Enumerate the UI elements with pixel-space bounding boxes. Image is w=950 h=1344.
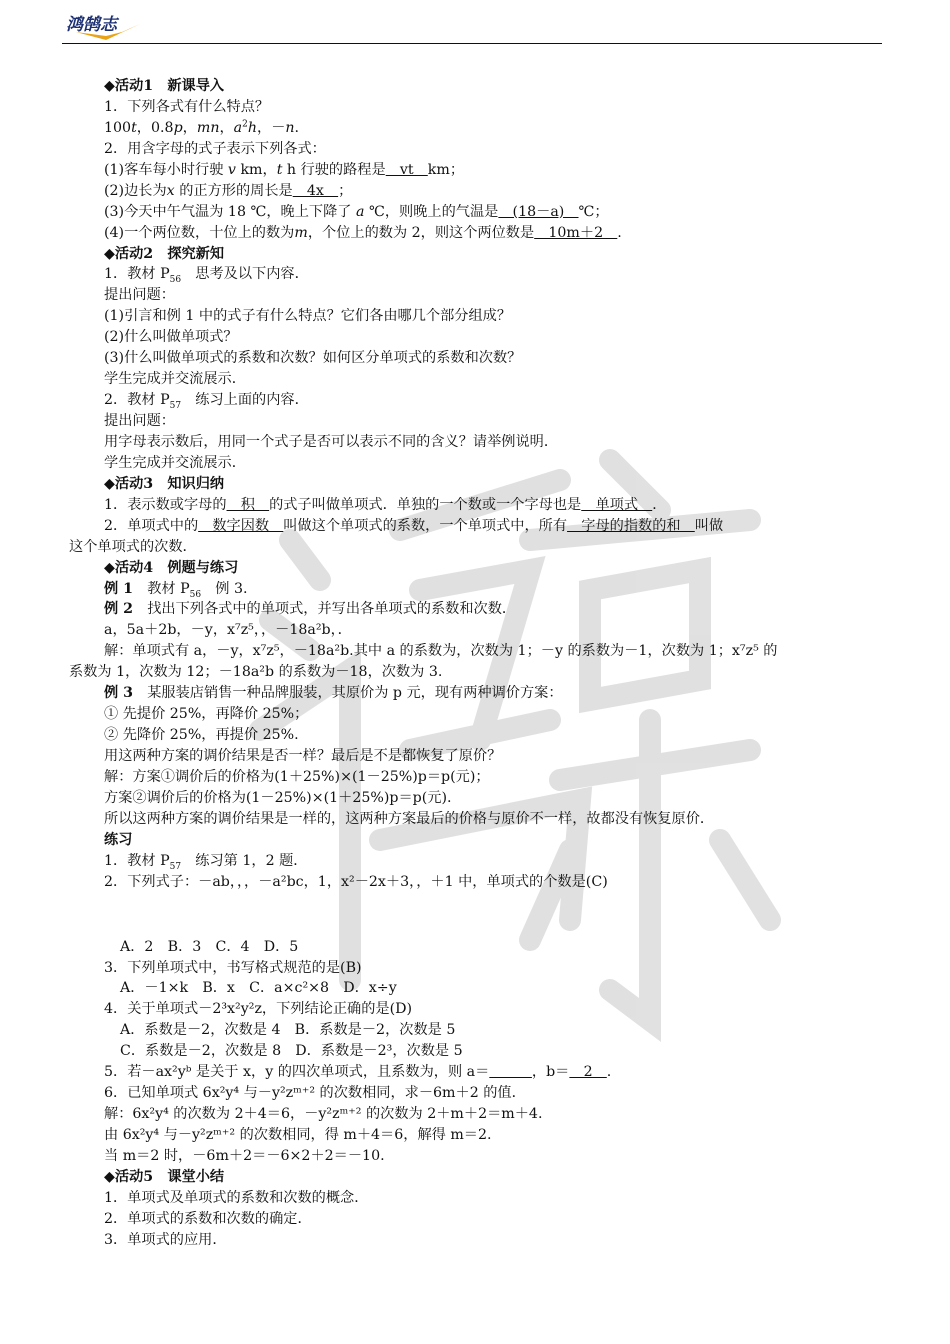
a1-q2-1: (1)客车每小时行驶 v km，t h 行驶的路程是 vt km； [104,161,465,178]
a5-line3: 3．单项式的应用． [104,1231,227,1248]
spacer [104,893,884,937]
a4-example3-question: 用这两种方案的调价结果是否一样？最后是不是都恢复了原价？ [104,748,502,764]
answer-blank: 4x [292,182,339,199]
practice-4-options-cd: C．系数是－2，次数是 8 D．系数是－2³，次数是 5 [120,1043,463,1060]
answer-blank: 字母的指数的和 [567,517,695,534]
a4-example3: 例 3 某服装店销售一种品牌服装，其原价为 p 元，现有两种调价方案： [104,685,563,702]
a3-line2: 2．单项式中的 数字因数 叫做这个单项式的系数，一个单项式中，所有 字母的指数的和 叫做 [104,517,724,534]
logo-text: 鸿鹄志 [66,15,117,35]
practice-4-options-ab: A．系数是－2，次数是 4 B．系数是－2，次数是 5 [120,1022,456,1039]
a2-line7: 2．教材 $P_{57}$ 练习上面的内容． [104,392,309,411]
a4-example2-exprs: a，5a＋2b，－y，x⁷z⁵，，－18a²b，． [104,622,352,639]
a2-line5: (3)什么叫做单项式的系数和次数？如何区分单项式的系数和次数？ [104,350,522,367]
activity1-heading: ◆活动1 新课导入 [104,78,225,94]
answer-blank: 10m＋2 [534,224,618,241]
practice-2: 2．下列式子：－ab，，，－a²bc，1，x²－2x＋3，，＋1 中，单项式的个数是(C) [104,873,608,890]
a2-line2: 提出问题： [104,287,175,304]
a2-line9: 用字母表示数后，用同一个式子是否可以表示不同的含义？请举例说明． [104,433,559,450]
practice-6-sol2: 由 6x²y⁴ 与－y²zᵐ⁺² 的次数相同，得 m＋4＝6，解得 m＝2. [104,1127,492,1143]
a4-example3-sol1: 解：方案①调价后的价格为(1＋25%)×(1－25%)p＝p(元)； [104,768,490,785]
answer-blank: 单项式 [581,496,653,513]
a5-line2: 2．单项式的系数和次数的确定． [104,1210,312,1227]
a1-q2-2: (2)边长为x 的正方形的周长是 4x ； [104,182,353,199]
practice-5: 5．若－ax²yᵇ 是关于 x，y 的四次单项式，且系数为，则 a＝ ，b＝ 2 . [104,1064,612,1081]
answer-blank: 积 [226,496,270,513]
a3-line3: 这个单项式的次数． [69,538,197,555]
a4-example3-opt1: ① 先提价 25%，再降价 25%； [104,706,309,723]
answer-blank: vt [385,161,428,178]
a4-example2-sol1: 解：单项式有 a，－y，x⁷z⁵，－18a²b.其中 a 的系数为，次数为 1；－y 的系数为－1，次数为 1；x⁷z⁵ 的 [104,643,778,660]
a4-example3-opt2: ② 先降价 25%，再提价 25%. [104,727,299,744]
activity2-heading: ◆活动2 探究新知 [104,245,225,262]
activity4-heading: ◆活动4 例题与练习 [104,559,239,576]
activity3-heading: ◆活动3 知识归纳 [104,475,225,492]
a2-line6: 学生完成并交流展示． [104,371,246,388]
a4-example2-sol2: 系数为 1，次数为 12；－18a²b 的系数为－18，次数为 3. [69,664,443,681]
practice-6: 6．已知单项式 6x²y⁴ 与－y²zᵐ⁺² 的次数相同，求－6m＋2 的值． [104,1085,526,1102]
practice-4: 4．关于单项式－2³x²y²z，下列结论正确的是(D) [104,1001,413,1018]
document-body [69,76,884,1251]
a4-example3-sol2: 方案②调价后的价格为(1－25%)×(1＋25%)p＝p(元). [104,789,452,806]
a2-line4: (2)什么叫做单项式？ [104,329,238,346]
a2-line1: 1．教材 $P_{56}$ 思考及以下内容． [104,266,309,286]
a4-example3-sol3: 所以这两种方案的调价结果是一样的，这两种方案最后的价格与原价不一样，故都没有恢复原价． [104,810,715,827]
practice-heading: 练习 [104,831,133,848]
activity5-heading: ◆活动5 课堂小结 [104,1168,225,1185]
a3-line1: 1．表示数或字母的 积 的式子叫做单项式．单独的一个数或一个字母也是 单项式 ． [104,496,667,513]
answer-blank: 2 [569,1064,607,1081]
a1-q2-4: (4)一个两位数，十位上的数为m，个位上的数为 2，则这个两位数是 10m＋2 . [104,224,622,241]
answer-blank: (18－a) [498,203,579,220]
answer-blank [489,1064,532,1080]
a4-example2: 例 2 找出下列各式中的单项式，并写出各单项式的系数和次数． [104,601,517,618]
a1-q1-expressions: 100t，0.8p，mn，$a^2h$，－n. [104,119,300,136]
practice-6-sol3: 当 m＝2 时，－6m＋2＝－6×2＋2＝－10. [104,1147,385,1164]
logo [62,10,152,44]
practice-3-options: A．－1×k B．x C．a×c²×8 D．x÷y [120,980,397,997]
a2-line3: (1)引言和例 1 中的式子有什么特点？它们各由哪几个部分组成？ [104,308,512,325]
a1-q1: 1．下列各式有什么特点？ [104,98,270,115]
a4-example1: 例 1 教材 $P_{56}$ 例 3. [104,580,248,600]
a1-q2-3: (3)今天中午气温为 18 ℃，晚上下降了 a ℃，则晚上的气温是 (18－a) ℃； [104,203,609,220]
a1-q2: 2．用含字母的式子表示下列各式： [104,140,326,157]
practice-3: 3．下列单项式中，书写格式规范的是(B) [104,959,362,976]
practice-1: 1．教材 $P_{57}$ 练习第 1，2 题． [104,852,308,872]
practice-2-options: A．2 B．3 C．4 D．5 [120,938,299,955]
practice-6-sol1: 解：6x²y⁴ 的次数为 2＋4＝6，－y²zᵐ⁺² 的次数为 2＋m＋2＝m＋4. [104,1106,543,1123]
a2-line8: 提出问题： [104,413,175,429]
header-rule [62,43,882,44]
a5-line1: 1．单项式及单项式的系数和次数的概念． [104,1189,369,1206]
a2-line10: 学生完成并交流展示． [104,454,246,471]
answer-blank: 数字因数 [198,517,284,534]
